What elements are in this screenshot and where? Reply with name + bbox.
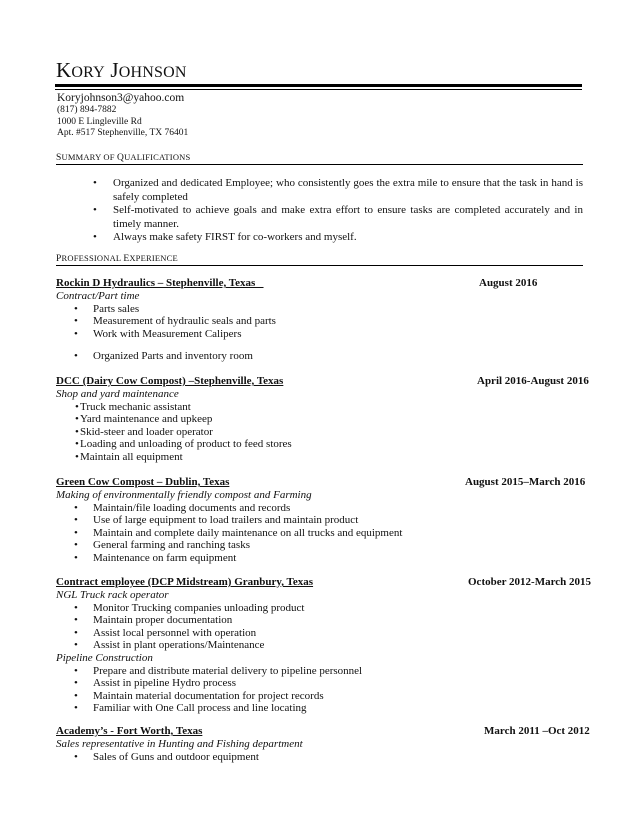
job-dates: April 2016-August 2016: [477, 375, 589, 387]
list-item-text: General farming and ranching tasks: [93, 539, 250, 552]
summary-heading-q: Q: [117, 153, 125, 163]
list-item: • Yard maintenance and upkeep: [75, 413, 213, 426]
list-item-text: Monitor Trucking companies unloading product: [93, 601, 305, 614]
list-item-text: Use of large equipment to load trailers and maintain product: [93, 514, 359, 527]
job-dates: August 2016: [479, 277, 538, 289]
list-item: • Monitor Trucking companies unloading product: [74, 601, 305, 614]
list-item-text: Prepare and distribute material delivery to pipeline personnel: [93, 664, 363, 677]
list-item-text: Yard maintenance and upkeep: [80, 413, 213, 426]
list-item-text: Assist in pipeline Hydro process: [93, 677, 236, 690]
job-role: Making of environmentally friendly compost and Farming: [56, 489, 312, 501]
job-dates: August 2015–March 2016: [465, 476, 586, 488]
list-item-text: Loading and unloading of product to feed stores: [80, 438, 292, 451]
list-item-text: Maintain and complete daily maintenance on all trucks and equipment: [93, 526, 403, 539]
list-item: • Assist in pipeline Hydro process: [74, 677, 236, 690]
job-role: Shop and yard maintenance: [56, 388, 179, 400]
header-rule-thick: [55, 84, 582, 87]
address-line-1: 1000 E Lingleville Rd: [57, 116, 142, 127]
job-entry: [56, 476, 586, 565]
email[interactable]: Koryjohnson3@yahoo.com: [57, 92, 185, 104]
list-item-text: Maintenance on farm equipment: [93, 551, 237, 564]
list-item: • Assist in plant operations/Maintenance: [74, 639, 265, 652]
summary-heading-s: S: [56, 153, 62, 163]
list-item-text: Assist local personnel with operation: [93, 626, 257, 639]
job-company: Academy’s - Fort Worth, Texas: [56, 725, 203, 737]
address-line-2: Apt. #517 Stephenville, TX 76401: [57, 128, 189, 138]
job-role: Sales representative in Hunting and Fishing department: [56, 738, 303, 750]
list-item-text: Organized Parts and inventory room: [93, 350, 253, 363]
list-item: • Maintain proper documentation: [74, 614, 233, 627]
job-entry: [56, 576, 592, 715]
list-item-text: Measurement of hydraulic seals and parts: [93, 315, 276, 328]
experience-heading-e: E: [123, 254, 130, 264]
list-item: • General farming and ranching tasks: [74, 539, 250, 552]
list-item: • Prepare and distribute material delivery to pipeline personnel: [74, 664, 363, 677]
name-first-rest: ORY: [71, 64, 105, 81]
list-item-text: Familiar with One Call process and line locating: [93, 702, 307, 715]
list-item: • Familiar with One Call process and line locating: [74, 702, 307, 715]
list-item: • Sales of Guns and outdoor equipment: [74, 750, 259, 763]
job-dates: March 2011 –Oct 2012: [484, 725, 590, 737]
summary-item-text: Self-motivated to achieve goals and make extra effort to ensure tasks are completed accurately and in timely manner.: [113, 204, 583, 230]
list-item: • Maintain material documentation for project records: [74, 689, 324, 702]
list-item-text: Work with Measurement Calipers: [93, 327, 242, 340]
experience-heading-p: P: [56, 254, 62, 264]
list-item-text: Maintain proper documentation: [93, 614, 233, 627]
job-role: Contract/Part time: [56, 290, 140, 302]
phone: (817) 894-7882: [57, 105, 117, 115]
summary-heading: [56, 152, 583, 165]
list-item: • Parts sales: [74, 302, 140, 315]
job-role-secondary: Pipeline Construction: [56, 651, 153, 664]
list-item-text: Skid-steer and loader operator: [80, 425, 213, 438]
list-item: • Skid-steer and loader operator: [75, 425, 213, 438]
summary-heading-rest: UMMARY OF: [61, 152, 118, 162]
name-last-rest: OHNSON: [118, 64, 187, 81]
list-item: • Truck mechanic assistant: [75, 400, 191, 413]
job-entry: [56, 725, 590, 763]
list-item-text: Maintain/file loading documents and records: [93, 501, 291, 514]
summary-item-text: Always make safety FIRST for co-workers and myself.: [113, 231, 357, 243]
list-item-text: Assist in plant operations/Maintenance: [93, 639, 265, 652]
job-company: Contract employee (DCP Midstream) Granbury, Texas: [56, 576, 314, 588]
experience-heading: [56, 253, 583, 266]
list-item-text: Maintain material documentation for project records: [93, 689, 324, 702]
summary-item: • Always make safety FIRST for co-workers and myself.: [93, 231, 357, 243]
list-item: • Organized Parts and inventory room: [74, 350, 253, 363]
list-item: • Assist local personnel with operation: [74, 626, 257, 639]
list-item-text: Parts sales: [93, 302, 140, 315]
experience-heading-rest2: XPERIENCE: [129, 253, 178, 263]
list-item-text: Sales of Guns and outdoor equipment: [93, 750, 259, 763]
list-item: • Maintain all equipment: [75, 450, 183, 463]
job-role: NGL Truck rack operator: [56, 589, 169, 601]
list-item: • Use of large equipment to load trailers and maintain product: [74, 514, 359, 527]
summary-list: [93, 177, 583, 245]
list-item: • Work with Measurement Calipers: [74, 327, 242, 340]
candidate-name: [56, 58, 187, 83]
summary-item: • Self-motivated to achieve goals and make extra effort to ensure tasks are completed accurately and in timely manner.: [93, 204, 583, 230]
summary-heading-rest2: UALIFICATIONS: [124, 152, 191, 162]
list-item: • Maintenance on farm equipment: [74, 551, 237, 564]
contact-block: [57, 92, 188, 140]
list-item-text: Maintain all equipment: [80, 450, 183, 463]
job-entry: [56, 375, 589, 464]
list-item-text: Truck mechanic assistant: [80, 400, 191, 413]
header-rule-thin: [55, 89, 582, 90]
summary-item-text: Organized and dedicated Employee; who consistently goes the extra mile to ensure that the task in hand is safely completed: [113, 177, 583, 203]
job-dates: October 2012-March 2015: [468, 576, 592, 588]
list-item: • Loading and unloading of product to feed stores: [75, 438, 292, 451]
experience-heading-rest: ROFESSIONAL: [61, 253, 124, 263]
job-company: DCC (Dairy Cow Compost) –Stephenville, Texas: [56, 375, 284, 387]
job-entry: [56, 277, 583, 363]
name-last-initial: J: [110, 58, 119, 82]
job-company: Green Cow Compost – Dublin, Texas: [56, 476, 230, 488]
job-company: Rockin D Hydraulics – Stephenville, Texas: [56, 277, 264, 289]
summary-item: • Organized and dedicated Employee; who consistently goes the extra mile to ensure that the task in hand is safely completed: [93, 177, 583, 203]
list-item: • Maintain/file loading documents and records: [74, 501, 291, 514]
list-item: • Maintain and complete daily maintenance on all trucks and equipment: [74, 526, 403, 539]
list-item: • Measurement of hydraulic seals and parts: [74, 315, 276, 328]
name-first-initial: K: [56, 58, 72, 82]
